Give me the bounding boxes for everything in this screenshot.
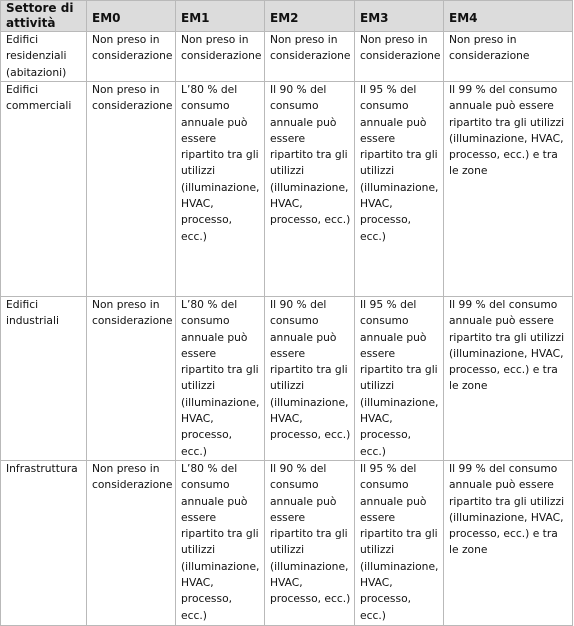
header-em4: EM4 [444,1,573,32]
em2-cell: Il 90 % del consumo annuale può essere ripartito tra gli utilizzi (illuminazione, HVAC, processo, ecc.) [265,297,355,461]
table-row [1,297,573,461]
em1-cell: L’80 % del consumo annuale può essere ripartito tra gli utilizzi (illuminazione, HVAC, processo, ecc.) [176,82,265,297]
em0-cell: Non preso in considerazione [87,297,176,461]
em3-cell: Il 95 % del consumo annuale può essere ripartito tra gli utilizzi (illuminazione, HVAC, processo, ecc.) [355,297,444,461]
em0-cell: Non preso in considerazione [87,82,176,297]
em2-cell: Il 90 % del consumo annuale può essere ripartito tra gli utilizzi (illuminazione, HVAC, processo, ecc.) [265,461,355,626]
header-em3: EM3 [355,1,444,32]
header-row [1,1,573,32]
em4-cell: Il 99 % del consumo annuale può essere ripartito tra gli utilizzi (illuminazione, HVAC, processo, ecc.) e tra le zone [444,461,573,626]
header-em2: EM2 [265,1,355,32]
header-em1: EM1 [176,1,265,32]
sector-cell: Edifici commerciali [1,82,87,297]
em2-cell: Il 90 % del consumo annuale può essere ripartito tra gli utilizzi (illuminazione, HVAC, processo, ecc.) [265,82,355,297]
em1-cell: Non preso in considerazione [176,32,265,82]
em1-cell: L’80 % del consumo annuale può essere ripartito tra gli utilizzi (illuminazione, HVAC, processo, ecc.) [176,461,265,626]
table-row [1,461,573,626]
em4-cell: Il 99 % del consumo annuale può essere ripartito tra gli utilizzi (illuminazione, HVAC, processo, ecc.) e tra le zone [444,297,573,461]
sector-cell: Edifici residenziali (abitazioni) [1,32,87,82]
em0-cell: Non preso in considerazione [87,32,176,82]
em0-cell: Non preso in considerazione [87,461,176,626]
sector-cell: Edifici industriali [1,297,87,461]
em2-cell: Non preso in considerazione [265,32,355,82]
table-row [1,82,573,297]
em1-cell: L’80 % del consumo annuale può essere ripartito tra gli utilizzi (illuminazione, HVAC, processo, ecc.) [176,297,265,461]
em4-cell: Il 99 % del consumo annuale può essere ripartito tra gli utilizzi (illuminazione, HVAC, processo, ecc.) e tra le zone [444,82,573,297]
sector-cell: Infrastruttura [1,461,87,626]
em3-cell: Il 95 % del consumo annuale può essere ripartito tra gli utilizzi (illuminazione, HVAC, processo, ecc.) [355,461,444,626]
header-sector: Settore di attività [1,1,87,32]
em3-cell: Non preso in considerazione [355,32,444,82]
em3-cell: Il 95 % del consumo annuale può essere ripartito tra gli utilizzi (illuminazione, HVAC, processo, ecc.) [355,82,444,297]
em4-cell: Non preso in considerazione [444,32,573,82]
table-row [1,32,573,82]
header-em0: EM0 [87,1,176,32]
